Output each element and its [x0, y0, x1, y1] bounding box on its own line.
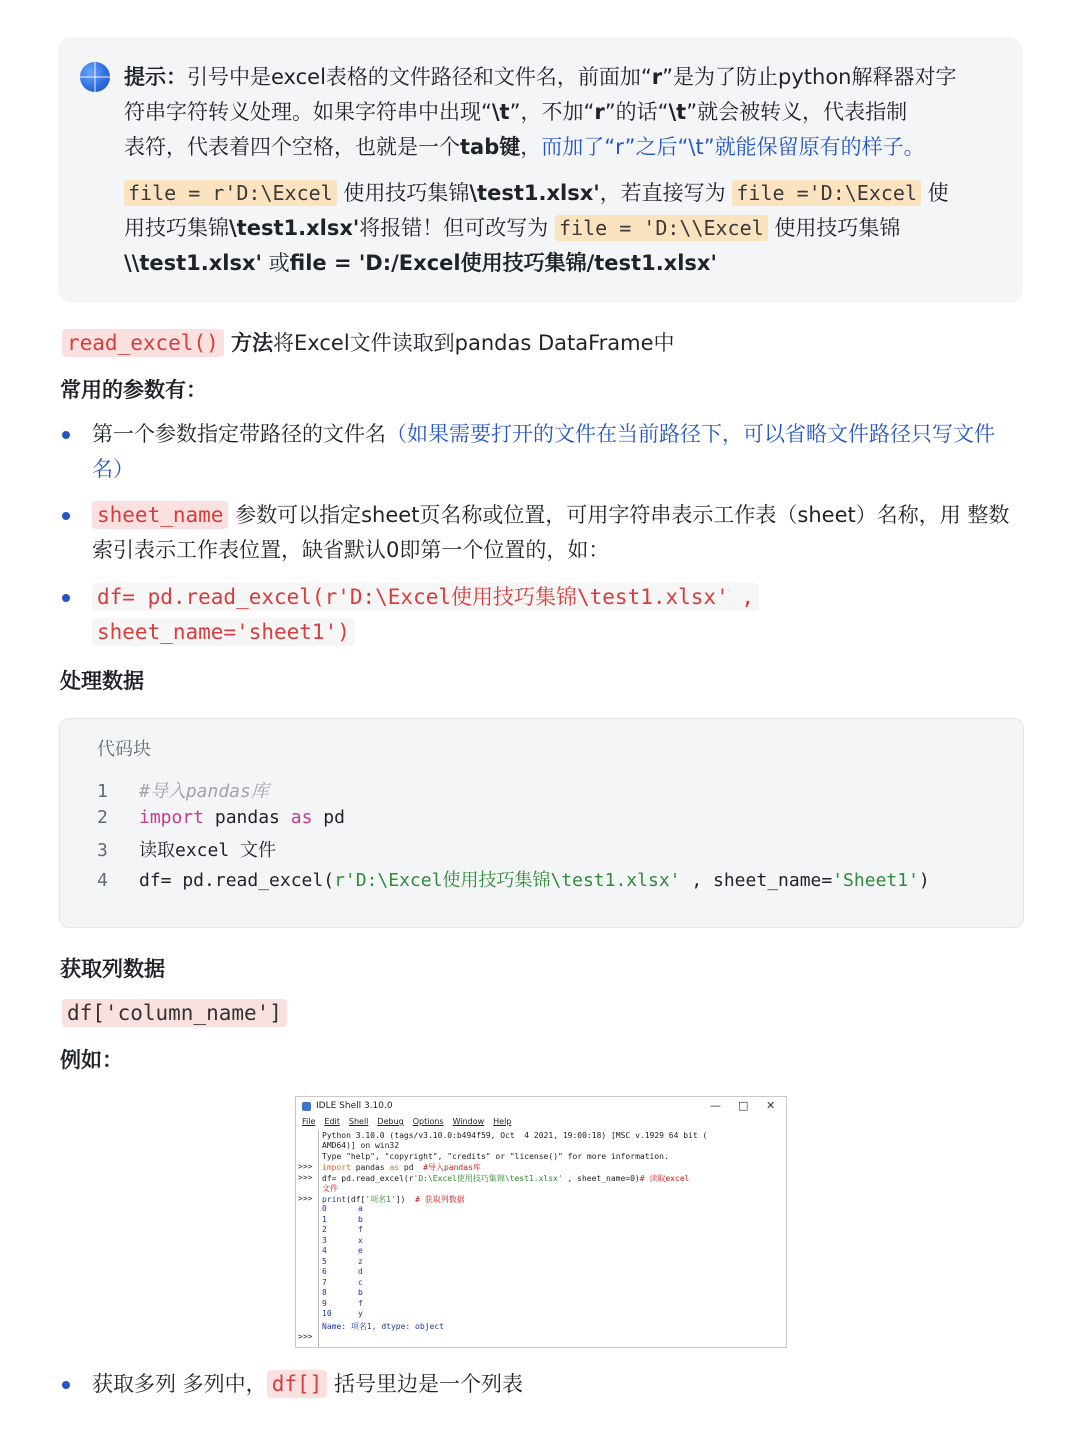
- tip-path: file = 'D:/Excel: [289, 251, 461, 275]
- tip-code: file ='D:\Excel: [732, 180, 921, 206]
- bullet-dot: [62, 594, 70, 602]
- example-heading: 例如：: [60, 1048, 123, 1072]
- row-value: y: [358, 1309, 363, 1318]
- menu-debug: Debug: [377, 1117, 404, 1126]
- menu-options: Options: [412, 1117, 444, 1126]
- row-value: a: [358, 1204, 363, 1213]
- tip-tab: tab键: [460, 135, 521, 159]
- tip-label: 提示：: [124, 65, 187, 89]
- tip-text-span: 或: [261, 251, 290, 275]
- tip-r: r: [651, 65, 663, 89]
- idle-text: pd: [399, 1163, 424, 1172]
- row-value: f: [358, 1298, 363, 1308]
- row-value: z: [358, 1256, 363, 1266]
- menu-help: Help: [493, 1117, 512, 1126]
- code-string: r'D:\Excel使用技巧集锦\test1.xlsx': [334, 870, 681, 891]
- idle-output-row: [322, 1225, 363, 1234]
- code-line: [97, 866, 930, 892]
- bullet-1: [92, 417, 1032, 487]
- idle-string: 'D:\Excel使用技巧集锦\test1.xlsx': [413, 1174, 563, 1183]
- row-index: 1: [322, 1214, 327, 1224]
- bullet-dot: [62, 512, 70, 520]
- tip-text-span: 用技巧集锦: [124, 216, 229, 240]
- column-code-line: [62, 996, 287, 1031]
- idle-comment: # 读取excel: [639, 1174, 690, 1183]
- idle-banner: Python 3.10.0 (tags/v3.10.0:b494f59, Oct 4 2021, 19:00:18) [MSC v.1929 64 bit (: [322, 1131, 708, 1140]
- sheet-name-code: sheet_name: [92, 501, 228, 529]
- row-index: 10: [322, 1309, 332, 1318]
- idle-screenshot: [295, 1096, 787, 1348]
- tip-code: file = 'D:\\Excel: [555, 215, 768, 241]
- column-heading: 获取列数据: [60, 957, 165, 981]
- row-index: 9: [322, 1298, 327, 1308]
- code-text: , sheet_name=: [680, 870, 833, 891]
- tip-text-span: 表符，代表着四个空格，也就是一个: [124, 135, 460, 159]
- tip-r: r: [594, 100, 605, 124]
- tip-t: \t: [491, 100, 510, 124]
- bullet-dot: [62, 431, 70, 439]
- tip-text-span: 引号中是excel表格的文件路径和文件名，前面加“: [187, 65, 652, 89]
- idle-comment: 文件: [322, 1184, 338, 1193]
- idle-prompt: >>>: [298, 1194, 313, 1203]
- code-text: ): [918, 870, 930, 891]
- idle-output-row: [322, 1309, 363, 1318]
- idle-comment: #导入pandas库: [423, 1163, 481, 1172]
- idle-output-row: [322, 1299, 363, 1308]
- tip-code: file = r'D:\Excel: [124, 180, 337, 206]
- idle-text: df= pd.read_excel(r: [322, 1174, 414, 1183]
- tip-text-span: ，若直接写为: [599, 181, 733, 205]
- row-index: 3: [322, 1235, 327, 1245]
- menu-edit: Edit: [324, 1117, 340, 1126]
- row-value: x: [358, 1235, 363, 1245]
- row-index: 0: [322, 1204, 327, 1213]
- bullet-1-blue: （如果需要打开的文件在当前路径下，可以省略文件路径只写文件: [386, 422, 995, 446]
- code-block-label: 代码块: [97, 739, 151, 760]
- bullet-2-text-cont: 索引表示工作表位置，缺省默认0即第一个位置的，如：: [92, 538, 610, 562]
- idle-text: (df[: [346, 1195, 366, 1204]
- idle-comment: # 获取列数据: [415, 1195, 465, 1204]
- row-index: 2: [322, 1225, 327, 1234]
- menu-shell: Shell: [348, 1117, 369, 1126]
- bullet-1-blue-cont: 名）: [92, 457, 134, 481]
- tip-text-span: ”就会被转义，代表指制: [686, 100, 908, 124]
- tip-path: \\test1.xlsx': [124, 251, 262, 275]
- bullet-2: [92, 498, 1032, 568]
- idle-output-row: [322, 1246, 363, 1255]
- idle-banner: AMD64)] on win32: [322, 1141, 400, 1150]
- row-index: 5: [322, 1256, 327, 1266]
- tip-path: /test1.xlsx': [586, 251, 717, 275]
- tip-path: \test1.xlsx': [229, 216, 360, 240]
- idle-footer: Name: 项名1, dtype: object: [322, 1322, 444, 1331]
- code-line: [97, 836, 276, 862]
- bullet-last-text: 括号里边是一个列表: [327, 1372, 523, 1396]
- df-code: df[]: [267, 1370, 328, 1398]
- code-string: 'Sheet1': [832, 870, 919, 891]
- idle-output-row: [322, 1204, 363, 1213]
- code-keyword: as: [290, 807, 313, 828]
- menu-file: File: [302, 1117, 316, 1126]
- tip-text-span: ”的话“: [604, 100, 669, 124]
- row-value: c: [358, 1277, 363, 1287]
- read-excel-code: read_excel(): [62, 329, 224, 357]
- tip-text-span: ”是为了防止python解释器对字: [662, 65, 957, 89]
- line-number: 3: [97, 840, 108, 861]
- row-value: b: [358, 1288, 363, 1297]
- tip-text-span: ”，不加“: [509, 100, 595, 124]
- tip-text-span: 将报错！但可改写为: [359, 216, 555, 240]
- idle-output-row: [322, 1267, 363, 1276]
- line-number: 4: [97, 870, 108, 891]
- tip-text-span: 符串字符转义处理。如果字符串中出现“: [124, 100, 492, 124]
- read-excel-text: 将Excel文件读取到pandas DataFrame中: [273, 331, 675, 355]
- bullet-2-text: 参数可以指定sheet页名称或位置，可用字符串表示工作表（sheet）名称，用 整数: [228, 503, 1010, 527]
- row-value: b: [358, 1214, 363, 1224]
- menu-window: Window: [452, 1117, 485, 1126]
- idle-keyword: import: [322, 1163, 351, 1172]
- row-index: 8: [322, 1288, 327, 1297]
- idle-output-row: [322, 1236, 363, 1245]
- idle-menu: [302, 1117, 520, 1126]
- code-text: 读取excel 文件: [139, 840, 277, 861]
- idle-output-row: [322, 1278, 363, 1287]
- idle-output-row: [322, 1215, 363, 1224]
- tip-path: 使用技巧集锦: [460, 251, 587, 275]
- code-text: pandas: [204, 807, 291, 828]
- row-value: d: [358, 1267, 363, 1276]
- idle-text: pandas: [350, 1163, 390, 1172]
- idle-string: '项名1': [365, 1195, 396, 1204]
- idle-builtin: print: [322, 1195, 347, 1204]
- params-heading: 常用的参数有：: [60, 378, 207, 402]
- bullet-dot: [62, 1381, 70, 1389]
- tip-text-span: ，: [520, 135, 542, 159]
- tip-blue-text: 而加了“r”之后“\t”就能保留原有的样子。: [541, 135, 925, 159]
- row-index: 4: [322, 1246, 327, 1255]
- tip-text: [124, 60, 994, 165]
- maximize-icon: □: [738, 1099, 749, 1112]
- bullet-1-text: 第一个参数指定带路径的文件名: [92, 422, 386, 446]
- tip-code-text: [124, 176, 994, 281]
- line-number: 1: [97, 781, 108, 802]
- tip-text-span: 使用技巧集锦: [336, 181, 470, 205]
- idle-prompt: >>>: [298, 1332, 313, 1341]
- globe-icon: [80, 62, 110, 92]
- python-icon: [302, 1102, 311, 1111]
- bullet-last-text: 获取多列 多列中，: [92, 1372, 267, 1396]
- close-icon: ✕: [766, 1099, 776, 1112]
- line-number: 2: [97, 807, 108, 828]
- read-excel-bold: 方法: [223, 331, 274, 355]
- code-line: [97, 807, 345, 828]
- read-excel-line: [62, 326, 675, 361]
- code-keyword: import: [139, 807, 205, 828]
- idle-keyword: as: [389, 1163, 400, 1172]
- row-value: f: [358, 1225, 363, 1234]
- read-excel-example-code: df= pd.read_excel(r'D:\Excel使用技巧集锦\test1.xlsx' ,: [92, 583, 759, 611]
- process-heading: 处理数据: [60, 669, 144, 693]
- idle-title: IDLE Shell 3.10.0: [316, 1101, 393, 1111]
- tip-path: \test1.xlsx': [469, 181, 600, 205]
- idle-banner: Type "help", "copyright", "credits" or "license()" for more information.: [322, 1152, 669, 1161]
- column-code: df['column_name']: [62, 999, 287, 1027]
- row-value: e: [358, 1246, 363, 1255]
- idle-prompt: >>>: [298, 1162, 313, 1171]
- minimize-icon: —: [710, 1099, 721, 1112]
- code-text: df= pd.read_excel(: [139, 870, 335, 891]
- read-excel-example-code-cont: sheet_name='sheet1'): [92, 618, 355, 646]
- code-line: [97, 777, 269, 803]
- tip-t: \t: [668, 100, 687, 124]
- idle-text: ]): [395, 1195, 416, 1204]
- idle-prompt: >>>: [298, 1173, 313, 1182]
- bullet-3: [92, 580, 1032, 650]
- idle-output-row: [322, 1288, 363, 1297]
- bullet-last: [92, 1367, 523, 1402]
- row-index: 6: [322, 1267, 327, 1276]
- row-index: 7: [322, 1277, 327, 1287]
- code-text: pd: [312, 807, 345, 828]
- idle-output-row: [322, 1257, 363, 1266]
- tip-text-span: 使: [921, 181, 949, 205]
- tip-text-span: 使用技巧集锦: [767, 216, 901, 240]
- code-comment: #导入pandas库: [139, 781, 269, 802]
- idle-text: , sheet_name=0): [562, 1174, 640, 1183]
